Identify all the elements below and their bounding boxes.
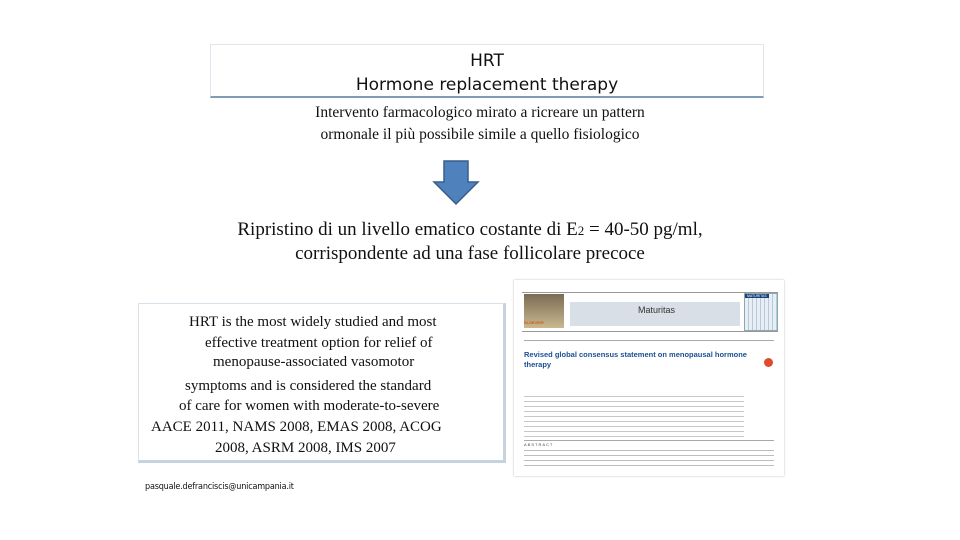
journal-cover-label: MATURITAS — [747, 294, 767, 298]
quote-line-7: 2008, ASRM 2008, IMS 2007 — [215, 440, 396, 456]
abstract-label: ABSTRACT — [524, 442, 554, 447]
journal-cover-image — [744, 293, 778, 331]
divider — [524, 340, 774, 341]
quote-line-3: menopause-associated vasomotor — [213, 354, 415, 370]
statement-text — [180, 218, 760, 265]
author-email: pasquale.defranciscis@unicampania.it — [145, 482, 294, 492]
quote-box — [138, 303, 506, 463]
statement-line-1-post: = 40-50 pg/ml, — [584, 219, 703, 240]
title-full: Hormone replacement therapy — [355, 75, 619, 95]
estradiol-subscript: 2 — [577, 223, 585, 238]
quote-line-1: HRT is the most widely studied and most — [189, 314, 437, 330]
quote-line-5: of care for women with moderate-to-severe — [179, 398, 440, 414]
title-box — [210, 44, 764, 98]
divider — [524, 440, 774, 441]
journal-name: Maturitas — [638, 305, 676, 315]
journal-article-thumbnail — [514, 280, 784, 476]
title-abbrev: HRT — [470, 51, 504, 71]
article-title: Revised global consensus statement on menopausal hormone therapy — [524, 350, 747, 369]
affiliations-block — [524, 394, 744, 438]
publisher-name: ELSEVIER — [524, 320, 544, 325]
statement-line-1-pre: Ripristino di un livello ematico costante di E — [237, 219, 578, 240]
crossmark-icon — [764, 358, 773, 367]
definition-line-1: Intervento farmacologico mirato a ricreare un pattern — [315, 104, 645, 121]
definition-line-2: ormonale il più possibile simile a quello fisiologico — [320, 126, 640, 143]
quote-line-2: effective treatment option for relief of — [205, 335, 433, 351]
definition-text — [270, 102, 690, 146]
quote-line-6: AACE 2011, NAMS 2008, EMAS 2008, ACOG — [151, 419, 442, 435]
down-arrow-icon — [432, 160, 480, 206]
statement-line-2: corrispondente ad una fase follicolare precoce — [295, 243, 645, 264]
abstract-text-block — [524, 448, 774, 468]
quote-line-4: symptoms and is considered the standard — [185, 378, 432, 394]
statement-line-1 — [180, 218, 760, 242]
